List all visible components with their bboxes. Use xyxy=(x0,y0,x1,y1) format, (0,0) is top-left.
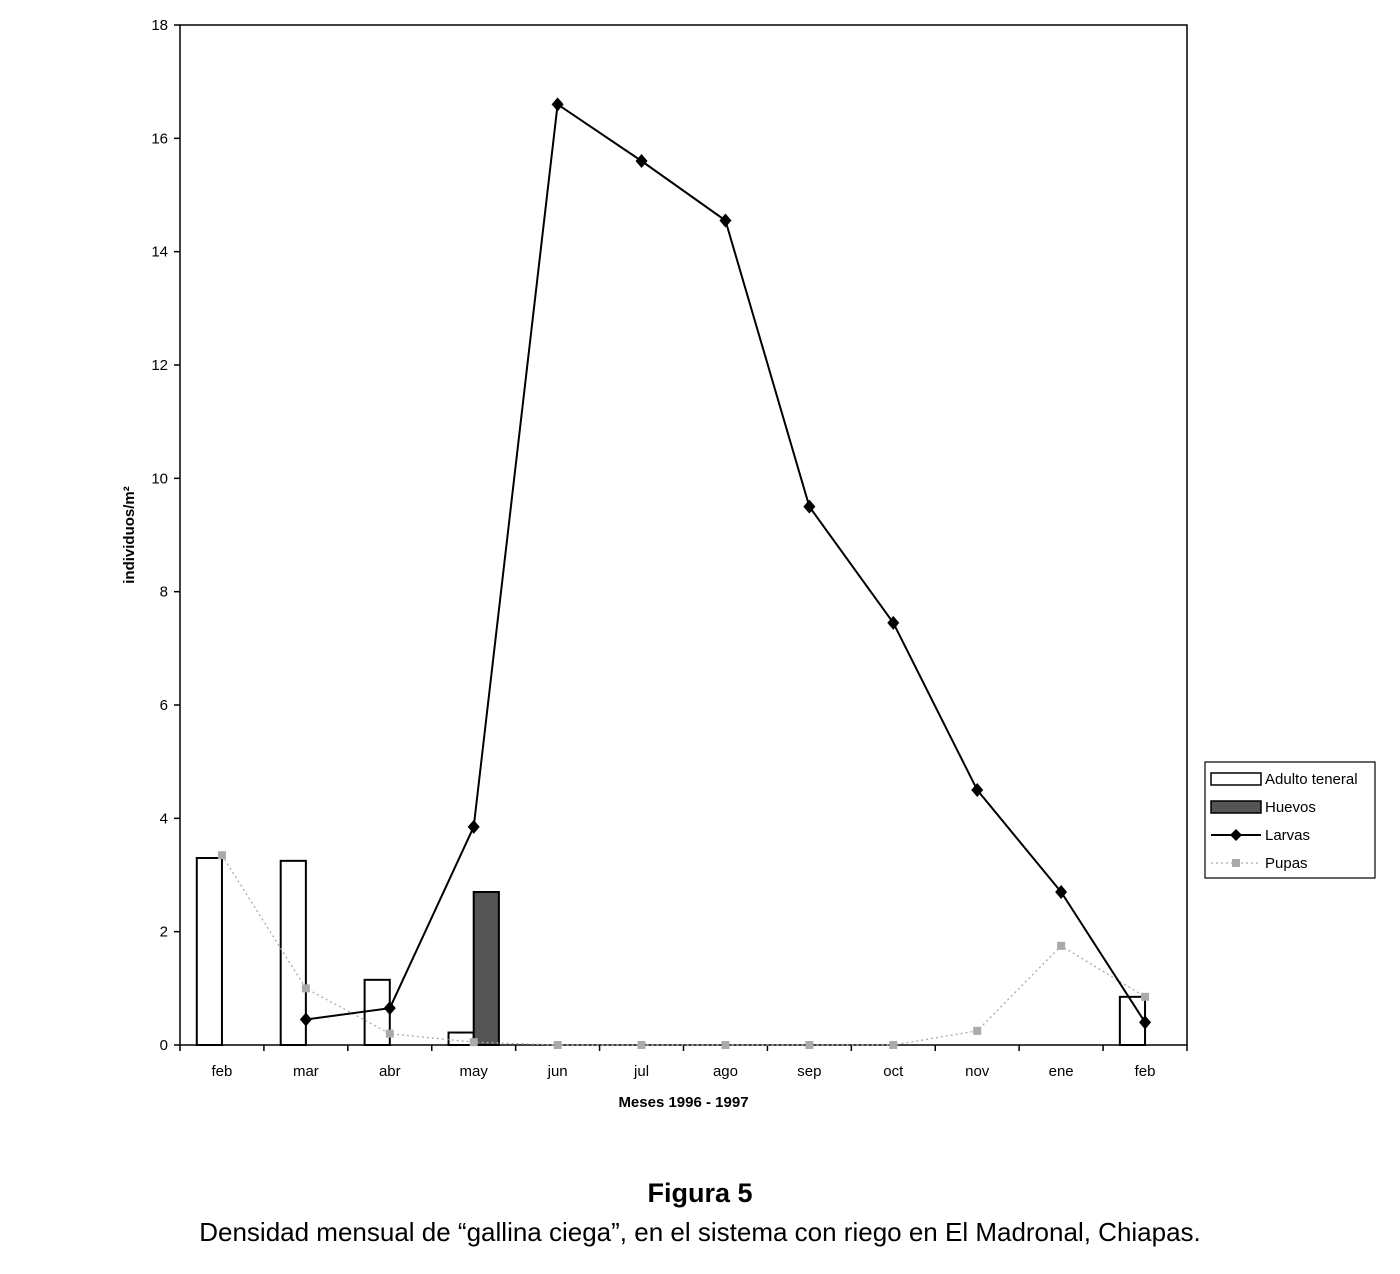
x-axis-title: Meses 1996 - 1997 xyxy=(618,1094,749,1111)
point-larvas xyxy=(468,820,480,834)
x-axis xyxy=(180,1045,1187,1080)
plot-border xyxy=(180,25,1187,1045)
x-tick-label: ene xyxy=(1048,1063,1074,1080)
legend-label: Huevos xyxy=(1265,799,1316,816)
y-tick-label: 4 xyxy=(159,810,168,828)
x-tick-label: mar xyxy=(292,1063,319,1080)
y-tick-label: 8 xyxy=(159,583,168,601)
point-pupas xyxy=(1057,942,1065,950)
x-tick-label: abr xyxy=(378,1063,401,1080)
point-pupas xyxy=(302,984,310,992)
bar-adulto-teneral xyxy=(197,858,222,1045)
x-tick-label: ago xyxy=(712,1063,738,1080)
lines xyxy=(218,97,1151,1049)
figure-label: Figura 5 xyxy=(647,1178,753,1208)
x-tick-label: nov xyxy=(965,1063,990,1080)
figure-caption: Densidad mensual de “gallina ciega”, en el sistema con riego en El Madronal, Chiapas. xyxy=(199,1217,1201,1247)
line-larvas xyxy=(306,104,1145,1022)
legend-label: Adulto teneral xyxy=(1265,771,1358,788)
point-pupas xyxy=(386,1030,394,1038)
legend-label: Larvas xyxy=(1265,827,1311,844)
point-larvas xyxy=(552,97,564,111)
point-pupas xyxy=(805,1041,813,1049)
y-tick-label: 6 xyxy=(159,697,168,714)
y-tick-label: 16 xyxy=(151,130,168,148)
y-tick-label: 0 xyxy=(159,1037,168,1054)
point-pupas xyxy=(1141,993,1149,1001)
x-tick-label: feb xyxy=(211,1063,233,1080)
point-larvas xyxy=(636,154,648,168)
y-tick-label: 2 xyxy=(159,923,168,941)
point-pupas xyxy=(554,1041,562,1049)
y-axis xyxy=(151,17,180,1054)
point-pupas xyxy=(218,851,226,859)
y-axis-title: individuos/m² xyxy=(121,486,138,584)
y-tick-label: 14 xyxy=(151,243,168,261)
bar-huevos xyxy=(474,892,499,1045)
point-pupas xyxy=(889,1041,897,1049)
x-tick-label: sep xyxy=(797,1063,822,1080)
legend-marker xyxy=(1232,859,1240,867)
x-tick-label: oct xyxy=(883,1063,904,1080)
line-pupas xyxy=(222,855,1145,1045)
point-pupas xyxy=(638,1041,646,1049)
y-tick-label: 12 xyxy=(151,357,168,374)
plot-frame xyxy=(180,25,1187,1045)
legend-swatch xyxy=(1211,801,1261,813)
x-tick-label: may xyxy=(459,1063,488,1080)
y-tick-label: 18 xyxy=(151,17,168,34)
legend-swatch xyxy=(1211,773,1261,785)
point-pupas xyxy=(470,1038,478,1046)
legend xyxy=(1205,762,1375,878)
x-tick-label: jun xyxy=(547,1063,568,1080)
bars xyxy=(197,858,1145,1045)
x-tick-label: feb xyxy=(1134,1063,1156,1080)
point-larvas xyxy=(719,214,731,228)
point-pupas xyxy=(973,1027,981,1035)
x-tick-label: jul xyxy=(634,1063,650,1080)
point-pupas xyxy=(721,1041,729,1049)
y-tick-label: 10 xyxy=(151,470,168,488)
legend-label: Pupas xyxy=(1265,855,1308,872)
